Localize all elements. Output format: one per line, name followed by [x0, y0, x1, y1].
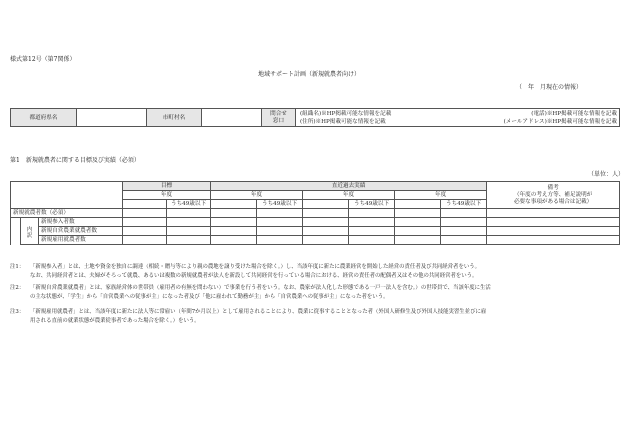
actual3-under49: うち49歳以下 — [441, 200, 487, 209]
note-3: 注3： 「新規雇用就農者」とは、当該年度に新たに法人等に常雇い（年間7か月以上）として雇用されることにより、農業に従事することとなった者（外国人研修生及び外国人技能実習生並びに雇 用される直前の就業状態が農業従事者であった場合を除く。）をいう。 — [10, 309, 487, 324]
cell[interactable] — [123, 227, 167, 236]
cell[interactable] — [123, 218, 167, 227]
cell[interactable] — [257, 227, 303, 236]
address: (住所)※HP掲載可能な情報を記載 — [300, 119, 386, 125]
prefecture-label: 都道府県名 — [11, 109, 77, 127]
contact-label: 問合せ 窓口 — [262, 109, 296, 127]
actual3-total-col — [395, 200, 441, 209]
section1-title: 第1 新規就農者に関する目標及び実績（必須） — [10, 157, 140, 164]
actual-header: 直近過去実績 — [211, 182, 487, 191]
cell[interactable] — [395, 218, 441, 227]
municipality-value[interactable] — [202, 109, 262, 127]
remarks-header: 備考 （年度の考え方等、補足説明が 必要な事項がある場合は記載） — [487, 182, 620, 209]
cell[interactable] — [303, 209, 349, 218]
targets-table — [10, 181, 620, 245]
cell[interactable] — [257, 236, 303, 245]
cell[interactable] — [303, 218, 349, 227]
remarks-cell[interactable] — [487, 236, 620, 245]
actual1-total-col — [211, 200, 257, 209]
date-line: （ 年 月現在の情報） — [516, 84, 583, 91]
cell[interactable] — [349, 227, 395, 236]
cell[interactable] — [441, 227, 487, 236]
form-label: 様式第12号（第7関係） — [10, 56, 76, 63]
header-table — [10, 108, 620, 127]
cell[interactable] — [167, 218, 211, 227]
cell[interactable] — [303, 227, 349, 236]
actual-year-1[interactable]: 年度 — [211, 191, 303, 200]
target-header: 目標 — [123, 182, 211, 191]
note-2: 注2： 「新規自営農業就農者」とは、家族経営体の世帯員（雇用者の有無を問わない）で事業を行う者をいう。なお、農家が法人化した形態である一戸一法人を含む。）の世帯員で、当該年度に生活 の主な状態が、「学生」から「自営農業への従事が主」になった者及び「他に雇われて勤務が主」から「自営農業への従事が主」になった者をいう。 — [10, 285, 491, 300]
cell[interactable] — [211, 236, 257, 245]
cell[interactable] — [441, 218, 487, 227]
actual2-total-col — [303, 200, 349, 209]
prefecture-value[interactable] — [77, 109, 147, 127]
remarks-cell[interactable] — [487, 227, 620, 236]
remarks-cell[interactable] — [487, 209, 620, 218]
cell[interactable] — [123, 236, 167, 245]
breakdown-label: 内訳 — [21, 218, 39, 245]
notes — [10, 264, 620, 330]
actual1-under49: うち49歳以下 — [257, 200, 303, 209]
cell[interactable] — [167, 209, 211, 218]
target-total-col — [123, 200, 167, 209]
indent-spacer — [11, 218, 21, 245]
sub-row-label: 新規参入者数 — [39, 218, 123, 227]
sub-row-label: 新規雇用就農者数 — [39, 236, 123, 245]
municipality-label: 市町村名 — [147, 109, 202, 127]
total-row-label: 新規就農者数（必須） — [11, 209, 123, 218]
target-under49: うち49歳以下 — [167, 200, 211, 209]
cell[interactable] — [349, 218, 395, 227]
cell[interactable] — [349, 236, 395, 245]
target-year[interactable]: 年度 — [123, 191, 211, 200]
cell[interactable] — [395, 209, 441, 218]
cell[interactable] — [211, 209, 257, 218]
page-title: 地域サポート計画（新規就農者向け） — [258, 71, 361, 78]
cell[interactable] — [349, 209, 395, 218]
cell[interactable] — [395, 236, 441, 245]
contact-info[interactable] — [296, 109, 620, 127]
cell[interactable] — [123, 209, 167, 218]
note-1: 注1： 「新規参入者」とは、土地や資金を独自に調達（相続・贈与等により親の農地を譲り受けた場合を除く。）し、当該年度に新たに農業経営を開始した経営の責任者及び共同経営者をいう。 なお、共同経営者とは、夫婦がそろって就農、あるいは複数の新規就農者が法人を新設して共同経営を行っている場合における、経営の責任者の配偶者又はその他の共同経営者をいう。 — [10, 264, 481, 279]
cell[interactable] — [257, 218, 303, 227]
cell[interactable] — [167, 236, 211, 245]
cell[interactable] — [441, 236, 487, 245]
corner-cell — [11, 182, 123, 209]
remarks-cell[interactable] — [487, 218, 620, 227]
cell[interactable] — [257, 209, 303, 218]
org-name: (組織名)※HP掲載可能な情報を記載 — [300, 111, 392, 117]
cell[interactable] — [211, 218, 257, 227]
cell[interactable] — [167, 227, 211, 236]
cell[interactable] — [395, 227, 441, 236]
email: (メールアドレス)※HP掲載可能な情報を記載 — [503, 119, 617, 125]
actual2-under49: うち49歳以下 — [349, 200, 395, 209]
cell[interactable] — [441, 209, 487, 218]
actual-year-2[interactable]: 年度 — [303, 191, 395, 200]
unit-label: （単位：人） — [588, 171, 625, 178]
cell[interactable] — [303, 236, 349, 245]
phone: (電話)※HP掲載可能な情報を記載 — [531, 111, 617, 117]
sub-row-label: 新規自営農業就農者数 — [39, 227, 123, 236]
actual-year-3[interactable]: 年度 — [395, 191, 487, 200]
cell[interactable] — [211, 227, 257, 236]
